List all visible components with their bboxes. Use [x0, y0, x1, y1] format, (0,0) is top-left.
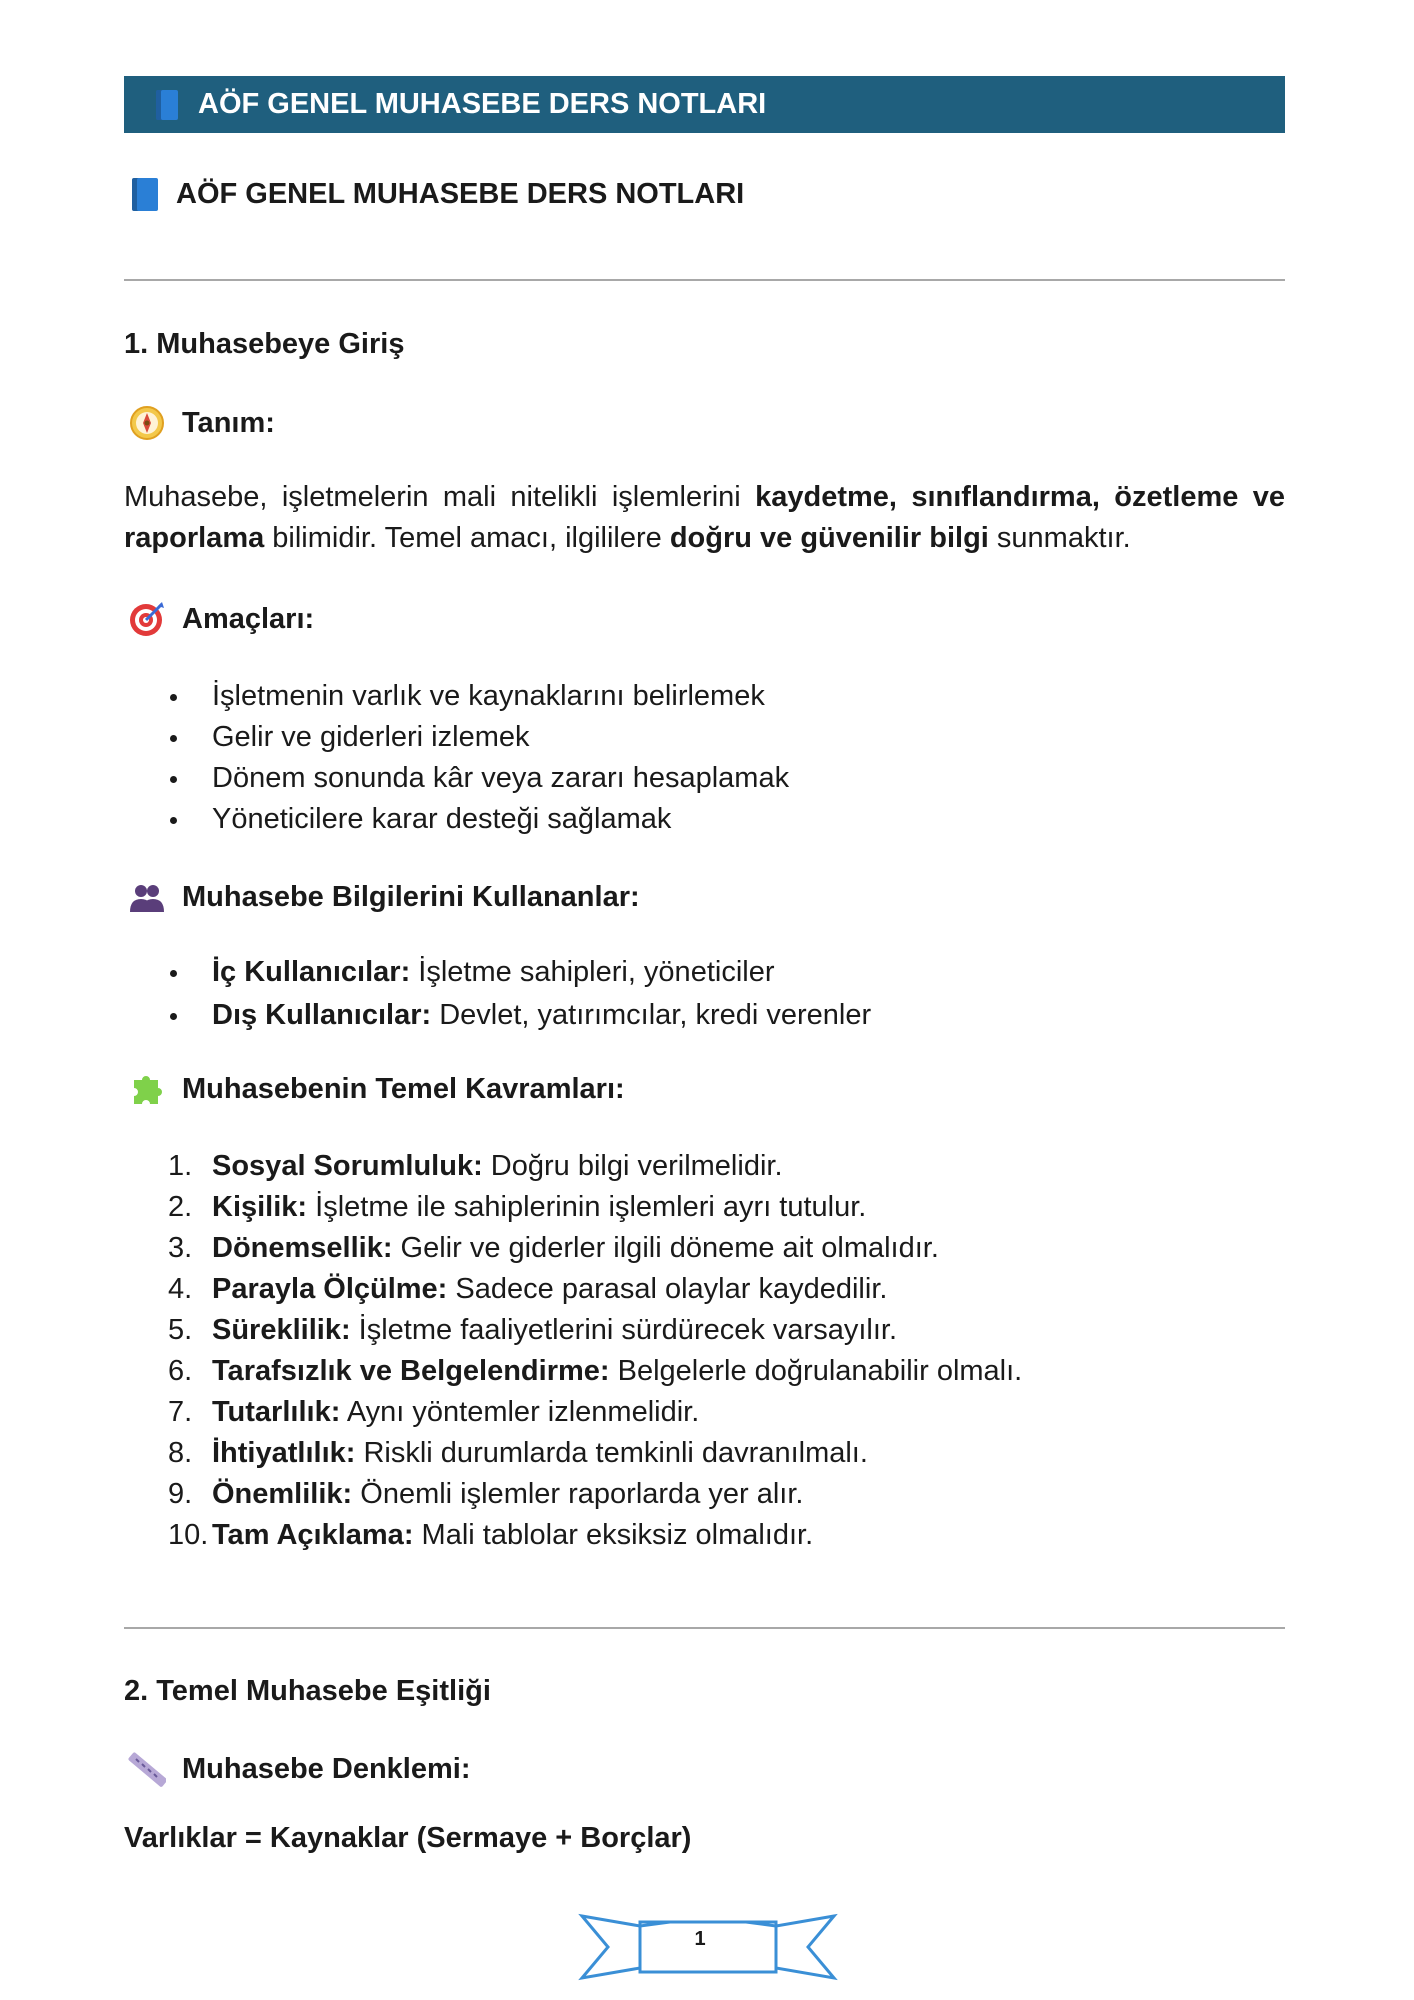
definition-text-3: sunmaktır. [988, 522, 1131, 554]
list-item [124, 1351, 1022, 1392]
item-label: Süreklilik: [212, 1314, 351, 1346]
item-text: İşletme sahipleri, yöneticiler [410, 956, 775, 988]
goals-list [124, 676, 789, 840]
item-text: Riskli durumlarda temkinli davranılmalı. [355, 1437, 868, 1469]
item-text: İşletme ile sahiplerinin işlemleri ayrı tutulur. [307, 1191, 867, 1223]
item-number: 6. [168, 1355, 193, 1387]
list-item [124, 1515, 1022, 1556]
page-number: 1 [694, 1928, 706, 1950]
users-list [124, 952, 871, 1036]
accounting-equation: Varlıklar = Kaynaklar (Sermaye + Borçlar) [124, 1822, 692, 1854]
list-item [124, 1474, 1022, 1515]
item-text: Mali tablolar eksiksiz olmalıdır. [413, 1519, 814, 1551]
item-number: 2. [168, 1191, 193, 1223]
puzzle-icon [128, 1070, 166, 1108]
list-item [124, 1146, 1022, 1187]
goals-title: Amaçları: [182, 602, 315, 635]
item-label: Dış Kullanıcılar: [212, 999, 432, 1031]
divider [124, 279, 1285, 281]
document-title [124, 168, 744, 220]
item-text: Belgelerle doğrulanabilir olmalı. [609, 1355, 1023, 1387]
item-label: Tam Açıklama: [212, 1519, 414, 1551]
item-label: İç Kullanıcılar: [212, 956, 411, 988]
item-number: 8. [168, 1437, 193, 1469]
definition-text-1: Muhasebe, işletmelerin mali nitelikli işlemlerini [124, 481, 756, 513]
ruler-icon [128, 1750, 166, 1788]
list-item [124, 1228, 1022, 1269]
list-item: Gelir ve giderleri izlemek [124, 717, 789, 758]
section-heading-1: 1. Muhasebeye Giriş [124, 328, 405, 360]
list-item: Yöneticilere karar desteği sağlamak [124, 799, 789, 840]
divider [124, 1627, 1285, 1629]
item-text: Önemli işlemler raporlarda yer alır. [352, 1478, 804, 1510]
item-label: Parayla Ölçülme: [212, 1273, 448, 1305]
users-title: Muhasebe Bilgilerini Kullananlar: [182, 880, 640, 913]
item-label: Kişilik: [212, 1191, 308, 1223]
item-label: Önemlilik: [212, 1478, 353, 1510]
definition-title: Tanım: [182, 406, 275, 439]
item-number: 5. [168, 1314, 193, 1346]
list-item [124, 1269, 1022, 1310]
book-icon [156, 90, 178, 120]
definition-heading [124, 404, 275, 442]
list-item [124, 1187, 1022, 1228]
list-item [124, 952, 871, 993]
users-icon [128, 878, 166, 916]
item-label: Tarafsızlık ve Belgelendirme: [212, 1355, 610, 1387]
item-number: 10. [168, 1519, 209, 1551]
item-text: Gelir ve giderler ilgili döneme ait olmalıdır. [392, 1232, 939, 1264]
item-label: Sosyal Sorumluluk: [212, 1150, 483, 1182]
item-number: 7. [168, 1396, 193, 1428]
item-label: İhtiyatlılık: [212, 1437, 356, 1469]
list-item [124, 1433, 1022, 1474]
book-icon [132, 178, 158, 211]
concepts-title: Muhasebenin Temel Kavramları: [182, 1072, 625, 1105]
definition-emphasis-2: doğru ve güvenilir bilgi [669, 522, 989, 554]
definition-paragraph [124, 477, 1285, 559]
item-text: Doğru bilgi verilmelidir. [482, 1150, 783, 1182]
header-banner [124, 76, 1285, 133]
banner-title: AÖF GENEL MUHASEBE DERS NOTLARI [198, 88, 767, 120]
item-text: Devlet, yatırımcılar, kredi verenler [431, 999, 872, 1031]
list-item [124, 1392, 1022, 1433]
item-number: 9. [168, 1478, 193, 1510]
definition-emphasis-1: kaydetme, sınıflandırma, özetleme ve raporlama [124, 481, 1285, 554]
item-label: Dönemsellik: [212, 1232, 393, 1264]
users-heading [124, 878, 640, 916]
equation-heading [124, 1750, 470, 1788]
item-number: 3. [168, 1232, 193, 1264]
item-text: İşletme faaliyetlerini sürdürecek varsayılır. [350, 1314, 897, 1346]
list-item [124, 995, 871, 1036]
concepts-heading [124, 1070, 625, 1108]
compass-icon [128, 404, 166, 442]
item-number: 4. [168, 1273, 193, 1305]
list-item: İşletmenin varlık ve kaynaklarını belirlemek [124, 676, 789, 717]
concepts-list [124, 1146, 1022, 1556]
item-text: Sadece parasal olaylar kaydedilir. [447, 1273, 888, 1305]
equation-title: Muhasebe Denklemi: [182, 1752, 471, 1785]
item-label: Tutarlılık: [212, 1396, 341, 1428]
goals-heading [124, 600, 314, 638]
item-text: Aynı yöntemler izlenmelidir. [340, 1396, 700, 1428]
document-title-text: AÖF GENEL MUHASEBE DERS NOTLARI [176, 177, 745, 210]
section-heading-2: 2. Temel Muhasebe Eşitliği [124, 1675, 491, 1707]
target-icon [128, 600, 166, 638]
item-number: 1. [168, 1150, 193, 1182]
list-item [124, 1310, 1022, 1351]
definition-text-2: bilimidir. Temel amacı, ilgililere [264, 522, 670, 554]
list-item: Dönem sonunda kâr veya zararı hesaplamak [124, 758, 789, 799]
